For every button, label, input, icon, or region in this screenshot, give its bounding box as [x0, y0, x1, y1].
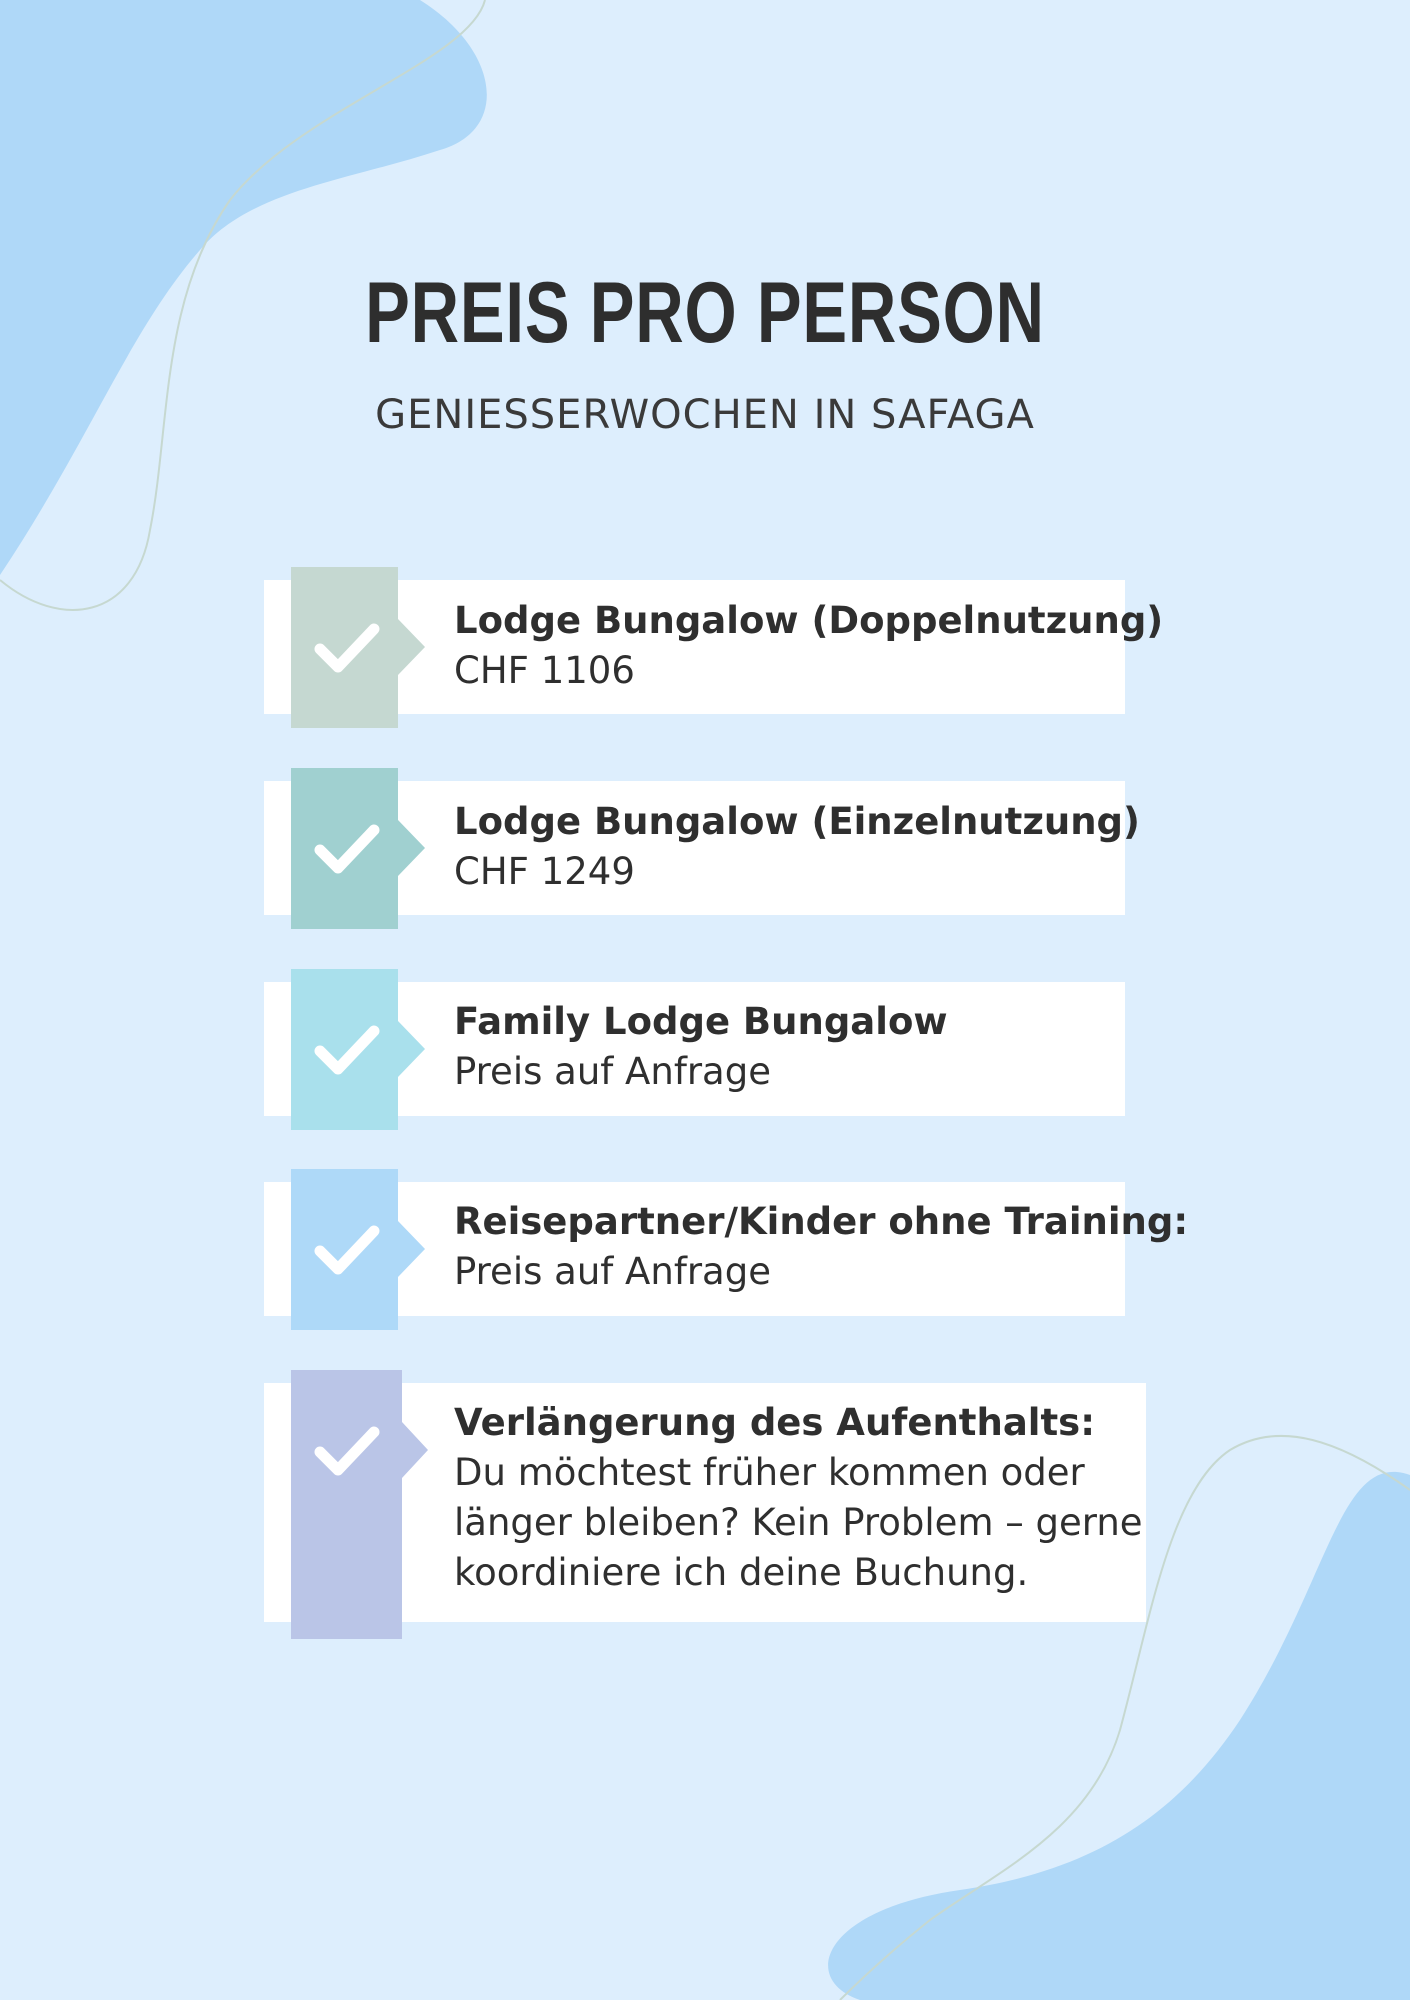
page-subtitle: GENIESSERWOCHEN IN SAFAGA [375, 392, 1035, 438]
check-icon [291, 1169, 426, 1330]
price-item-2 [454, 797, 1140, 897]
check-tag-1 [291, 567, 426, 728]
item-price: CHF 1249 [454, 850, 635, 893]
item-heading: Reisepartner/Kinder ohne Training: [454, 1200, 1189, 1243]
price-item-5 [454, 1398, 1154, 1598]
check-tag-4 [291, 1169, 426, 1330]
item-description: Du möchtest früher kommen oder länger bleiben? Kein Problem – gerne koordiniere ich deine Buchung. [454, 1451, 1143, 1594]
item-price: Preis auf Anfrage [454, 1250, 771, 1293]
page-title: PREIS PRO PERSON [365, 265, 1045, 361]
check-icon [291, 567, 426, 728]
price-item-1 [454, 596, 1163, 696]
check-icon [291, 768, 426, 929]
check-tag-2 [291, 768, 426, 929]
item-heading: Lodge Bungalow (Doppelnutzung) [454, 599, 1164, 642]
check-tag-5 [291, 1370, 429, 1639]
item-heading: Verlängerung des Aufenthalts: [454, 1401, 1095, 1444]
item-price: Preis auf Anfrage [454, 1050, 771, 1093]
price-item-3 [454, 997, 948, 1097]
item-heading: Family Lodge Bungalow [454, 1000, 948, 1043]
item-price: CHF 1106 [454, 649, 635, 692]
check-icon [291, 969, 426, 1130]
price-item-4 [454, 1197, 1188, 1297]
item-heading: Lodge Bungalow (Einzelnutzung) [454, 800, 1140, 843]
check-icon [291, 1370, 429, 1639]
check-tag-3 [291, 969, 426, 1130]
